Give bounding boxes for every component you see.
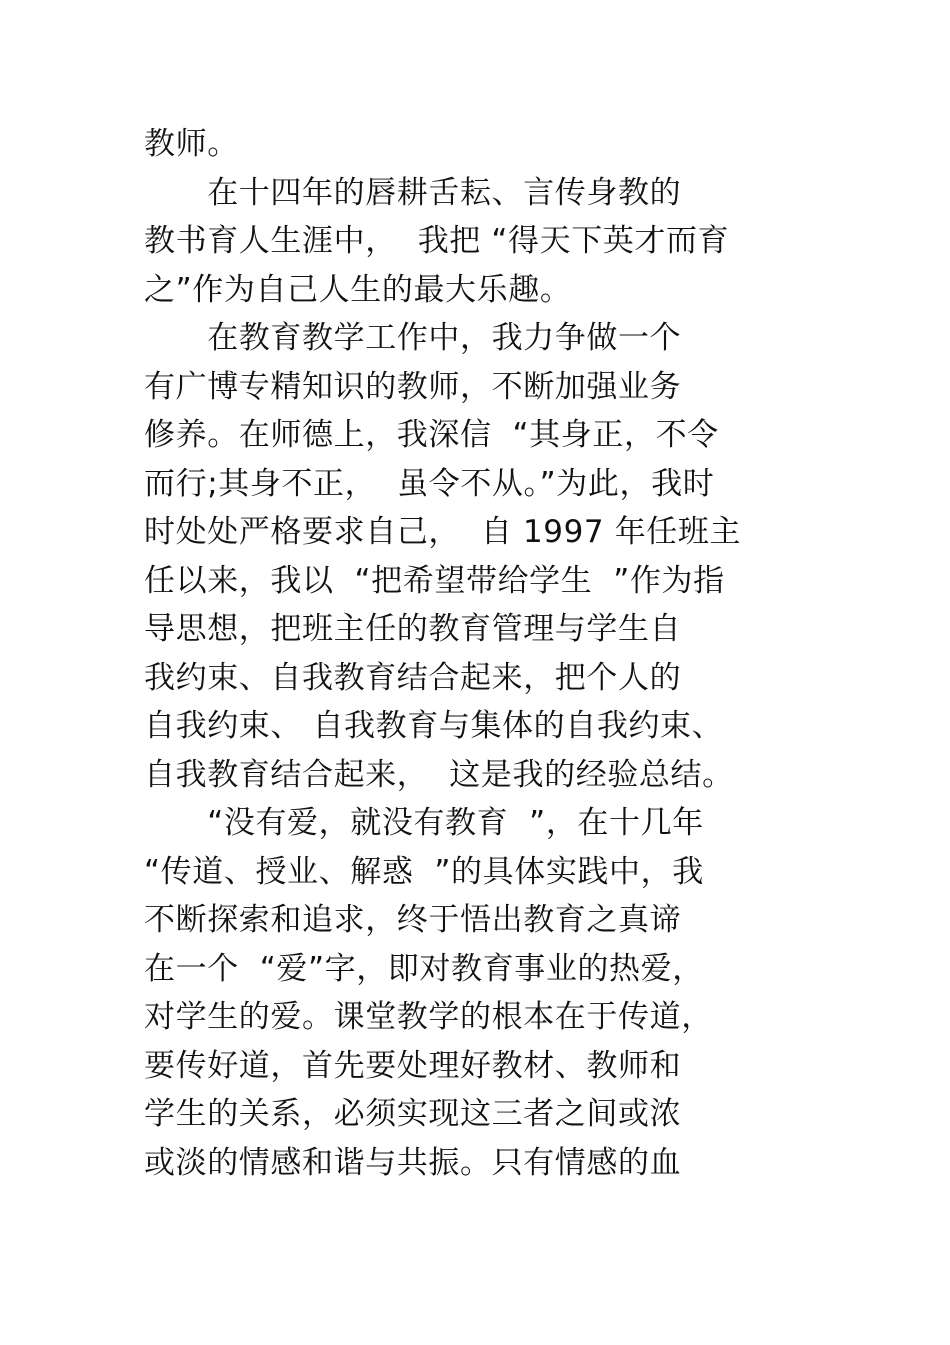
body-text — [144, 120, 824, 1187]
text-line: 教书育人生涯中， 我把 “得天下英才而育 — [144, 223, 730, 259]
text-line: 任以来，我以 “把希望带给学生 ”作为指 — [144, 562, 725, 599]
text-line: 时处处严格要求自己， 自 1997 年任班主 — [144, 514, 742, 550]
text-line: 而行;其身不正， 虽令不从。”为此，我时 — [144, 465, 715, 502]
text-line: 自我约束、 自我教育与集体的自我约束、 — [144, 708, 724, 744]
text-line: “没有爱，就没有教育 ”，在十几年 — [144, 805, 704, 841]
text-line: 有广博专精知识的教师，不断加强业务 — [144, 368, 682, 405]
text-line: “传道、授业、解惑 ”的具体实践中，我 — [144, 853, 704, 890]
text-line: 在教育教学工作中，我力争做一个 — [144, 320, 682, 356]
text-line: 之”作为自己人生的最大乐趣。 — [144, 271, 572, 308]
text-line: 学生的关系，必须实现这三者之间或浓 — [144, 1096, 682, 1132]
text-line: 我约束、自我教育结合起来，把个人的 — [144, 659, 682, 696]
text-line: 或淡的情感和谐与共振。只有情感的血 — [144, 1144, 682, 1181]
text-line: 不断探索和追求，终于悟出教育之真谛 — [144, 902, 682, 938]
text-line: 在一个 “爱”字，即对教育事业的热爱， — [144, 950, 704, 987]
text-line: 在十四年的唇耕舌耘、言传身教的 — [144, 174, 682, 211]
text-line: 自我教育结合起来， 这是我的经验总结。 — [144, 756, 734, 793]
text-line: 导思想，把班主任的教育管理与学生自 — [144, 611, 682, 647]
text-line: 教师。 — [144, 126, 239, 162]
text-line: 对学生的爱。课堂教学的根本在于传道， — [144, 999, 713, 1035]
text-line: 修养。在师德上，我深信 “其身正，不令 — [144, 417, 719, 453]
text-line: 要传好道，首先要处理好教材、教师和 — [144, 1047, 682, 1084]
